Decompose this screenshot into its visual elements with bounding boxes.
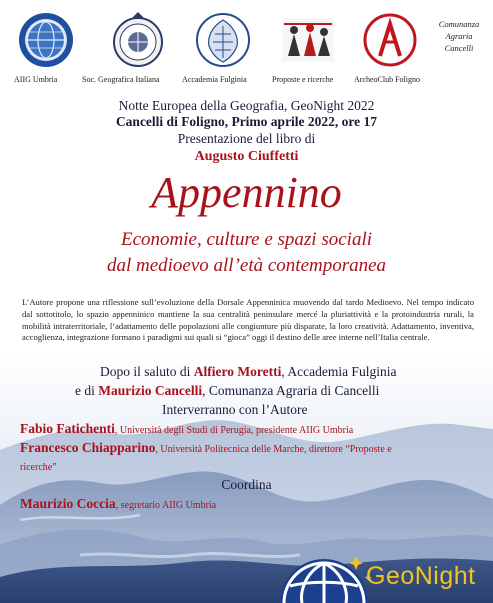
speaker-2-name: Francesco Chiapparino [20, 440, 156, 455]
geonight-globe-icon [274, 548, 374, 603]
event-line-1: Notte Europea della Geografia, GeoNight 2022 [118, 98, 375, 113]
greeting-line-2 [75, 383, 379, 399]
coordina-label: Coordina [221, 477, 272, 492]
societa-geografica-logo [110, 12, 166, 68]
logo-label-aiig: AIIG Umbria [14, 75, 58, 84]
archeoclub-logo [362, 12, 418, 68]
comunanza-line2: Agraria [445, 31, 473, 41]
greeting-prefix-2: e di [75, 383, 99, 398]
greeting-line-3: Interverranno con l’Autore [162, 402, 308, 417]
speaker-1 [20, 421, 353, 437]
coordina-role: , segretario AIIG Umbria [115, 500, 217, 511]
coordina-line [20, 496, 216, 512]
greeting-line-1 [100, 364, 396, 380]
coordina-name: Maurizio Coccia [20, 496, 116, 511]
comunanza-agraria-label [428, 18, 490, 54]
event-line-2: Cancelli di Foligno, Primo aprile 2022, ore 17 [115, 114, 378, 129]
book-subtitle-2: dal medioevo all’età contemporanea [106, 255, 387, 276]
book-title: Appennino [151, 168, 342, 217]
logo-label-archeoclub: ArcheoClub Foligno [354, 75, 420, 84]
greeting-prefix-1: Dopo il saluto di [100, 364, 194, 379]
speaker-2-affiliation: , Università Politecnica delle Marche, direttore “Proposte e [155, 444, 392, 455]
logo-label-sgi: Soc. Geografica Italiana [82, 75, 160, 84]
comunanza-line1: Comunanza [438, 19, 480, 29]
book-subtitle-1: Economie, culture e spazi sociali [121, 229, 372, 250]
event-line-3: Presentazione del libro di [177, 131, 316, 146]
accademia-fulginia-logo [195, 12, 251, 68]
book-abstract: L’Autore propone una riflessione sull’evoluzione della Dorsale Appenninica muovendo dal tardo Medioevo. Nel tempo indicato dal sottotitolo, lo spazio appenninico mantiene la sua centralità peninsulare mercé la pluriattività e la protoindustria rurali, la mobilità intraterritoriale, l’adattamento delle popolazioni alle congiunture più disparate, la loro creatività. Adattamento, inventiva, accoglienza, integrazione formano i paradigmi sui quali si “gioca” oggi il destino delle aree interne nell’Italia centrale. [22, 297, 474, 343]
geonight-brand: GeoNight [366, 562, 476, 590]
book-author: Augusto Ciuffetti [194, 149, 299, 164]
greeting-suffix-1: , Accademia Fulginia [281, 364, 397, 379]
speaker-2-affiliation-cont: ricerche” [20, 462, 57, 473]
speaker-1-affiliation: , Università degli Studi di Perugia, presidente AIIG Umbria [114, 425, 354, 436]
logo-label-fulginia: Accademia Fulginia [182, 75, 247, 84]
comunanza-line3: Cancelli [444, 43, 474, 53]
speaker-2-cont [20, 458, 57, 474]
speaker-2 [20, 440, 392, 456]
logos-row [10, 6, 490, 86]
logo-label-proposte: Proposte e ricerche [272, 75, 334, 84]
greeting-name-1: Alfiero Moretti [193, 364, 282, 379]
proposte-ricerche-logo [280, 12, 336, 68]
aiig-umbria-logo [18, 12, 74, 68]
greeting-name-2: Maurizio Cancelli [98, 383, 203, 398]
greeting-suffix-2: , Comunanza Agraria di Cancelli [202, 383, 380, 398]
speaker-1-name: Fabio Fatichenti [20, 421, 115, 436]
